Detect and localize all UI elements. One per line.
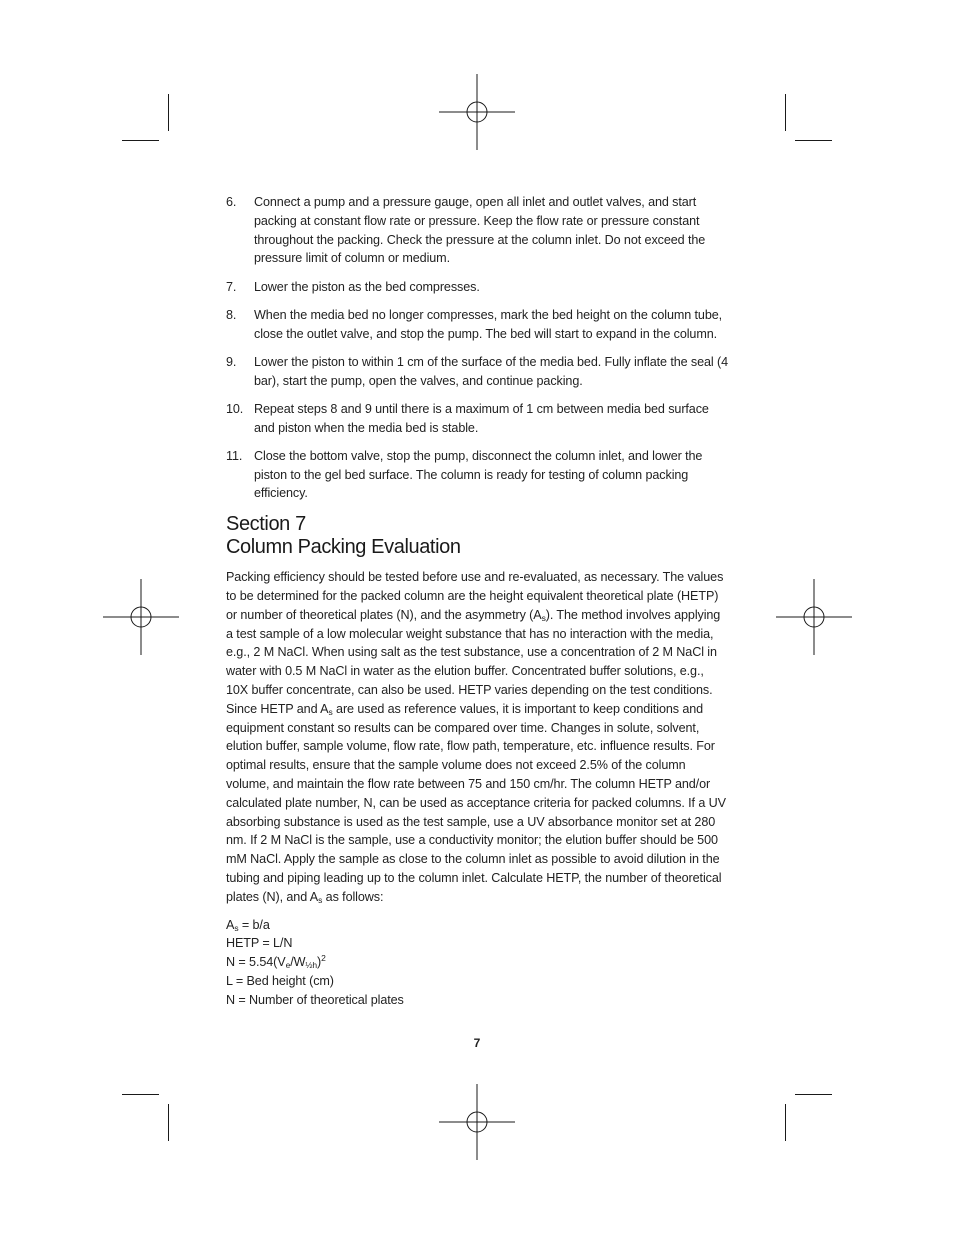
step-text: Connect a pump and a pressure gauge, open all inlet and outlet valves, and start packing at constant flow rate or pressure. Keep the flow rate or pressure constant throughout the packing. Check the pressure at the column inlet. Do not exceed the pressure limit of column or medium. (254, 195, 706, 266)
procedure-steps (226, 193, 729, 503)
step-number: 8. (226, 307, 237, 322)
formula-text: N = 5.54(V (226, 955, 286, 970)
section-number: Section 7 (226, 513, 306, 536)
formula-text: ) (317, 955, 322, 970)
step-text: Close the bottom valve, stop the pump, disconnect the column inlet, and lower the piston to the gel bed surface. The column is ready for testing of column packing efficiency. (254, 448, 703, 501)
step-item (226, 447, 729, 503)
step-text: When the media bed no longer compresses, mark the bed height on the column tube, close the outlet valve, and stop the pump. The bed will start to expand in the column. (254, 307, 723, 341)
registration-mark-bottom (439, 1084, 515, 1160)
crop-mark (785, 1104, 786, 1141)
crop-mark (795, 140, 832, 141)
registration-mark-left (103, 579, 179, 655)
step-number: 11. (226, 448, 243, 463)
crop-mark (785, 94, 786, 131)
crop-mark (795, 1094, 832, 1095)
crop-mark (122, 1094, 159, 1095)
formula-hetp: HETP = L/N (226, 936, 293, 951)
step-item (226, 400, 729, 438)
step-number: 7. (226, 279, 237, 294)
superscript: 2 (321, 953, 326, 964)
crop-mark (168, 1104, 169, 1141)
section-title: Column Packing Evaluation (226, 535, 461, 558)
page-number: 7 (473, 1036, 481, 1050)
step-item (226, 193, 729, 268)
page-content (226, 193, 729, 1010)
subscript: ½h (305, 960, 318, 971)
crop-mark (122, 140, 159, 141)
body-paragraph (226, 568, 729, 906)
paragraph-text: Packing efficiency should be tested before use and re-evaluated, as necessary. The values to be determined for the packed column are the height equivalent theoretical plate (HETP) or number of theoretical plates (N), and the asymmetry (A (226, 570, 724, 622)
registration-mark-top (439, 74, 515, 150)
step-number: 6. (226, 195, 237, 209)
subscript: s (318, 894, 323, 905)
subscript: s (234, 922, 239, 933)
crop-mark (168, 94, 169, 131)
subscript: e (285, 960, 291, 971)
formula-plates-definition: N = Number of theoretical plates (226, 992, 404, 1007)
subscript: s (541, 612, 546, 623)
formula-text: A (226, 917, 235, 932)
formula-text: /W (290, 955, 306, 970)
step-item (226, 353, 729, 391)
paragraph-text: are used as reference values, it is important to keep conditions and equipment constant so results can be compared over time. Changes in solute, solvent, elution buffer, sample volume, flow rate, flow path, temperature, etc. influence results. For optimal results, ensure that the sample volume does not exceed 2.5% of the column volume, and maintain the flow rate between 75 and 150 cm/hr. The column HETP and/or calculated plate number, N, can be used as acceptance criteria for packed columns. If a UV absorbing substance is used as the test sample, use a UV absorbance monitor set at 280 nm. If 2 M NaCl is the sample, use a conductivity monitor; the elution buffer should be 500 mM NaCl. Apply the sample as close to the column inlet as possible to avoid dilution in the tubing and piping leading up to the column inlet. Calculate HETP, the number of theoretical plates (N), and A (226, 701, 726, 904)
step-text: Lower the piston as the bed compresses. (254, 279, 480, 294)
step-item (226, 278, 729, 297)
step-text: Repeat steps 8 and 9 until there is a maximum of 1 cm between media bed surface and piston when the media bed is stable. (254, 401, 709, 435)
formula-plates (226, 953, 729, 972)
formula-block (226, 916, 729, 1010)
step-item (226, 306, 729, 344)
step-number: 10. (226, 401, 244, 416)
formula-bed-height: L = Bed height (cm) (226, 974, 334, 989)
paragraph-text: ). The method involves applying a test sample of a low molecular weight substance that has no interaction with the media, e.g., 2 M NaCl. When using salt as the test substance, use a concentration of 2 M NaCl in water with 0.5 M NaCl in water as the elution buffer. Concentrated buffer solutions, e.g., 10X buffer concentrate, can also be used. HETP varies depending on the test conditions. Since HETP and A (226, 607, 721, 716)
subscript: s (328, 706, 333, 717)
section-heading (226, 513, 729, 558)
formula-text: = b/a (238, 917, 270, 932)
formula-asymmetry (226, 916, 729, 935)
paragraph-text: as follows: (322, 889, 384, 904)
step-number: 9. (226, 354, 237, 369)
registration-mark-right (776, 579, 852, 655)
step-text: Lower the piston to within 1 cm of the surface of the media bed. Fully inflate the seal (4 bar), start the pump, open the valves, and continue packing. (254, 354, 729, 388)
